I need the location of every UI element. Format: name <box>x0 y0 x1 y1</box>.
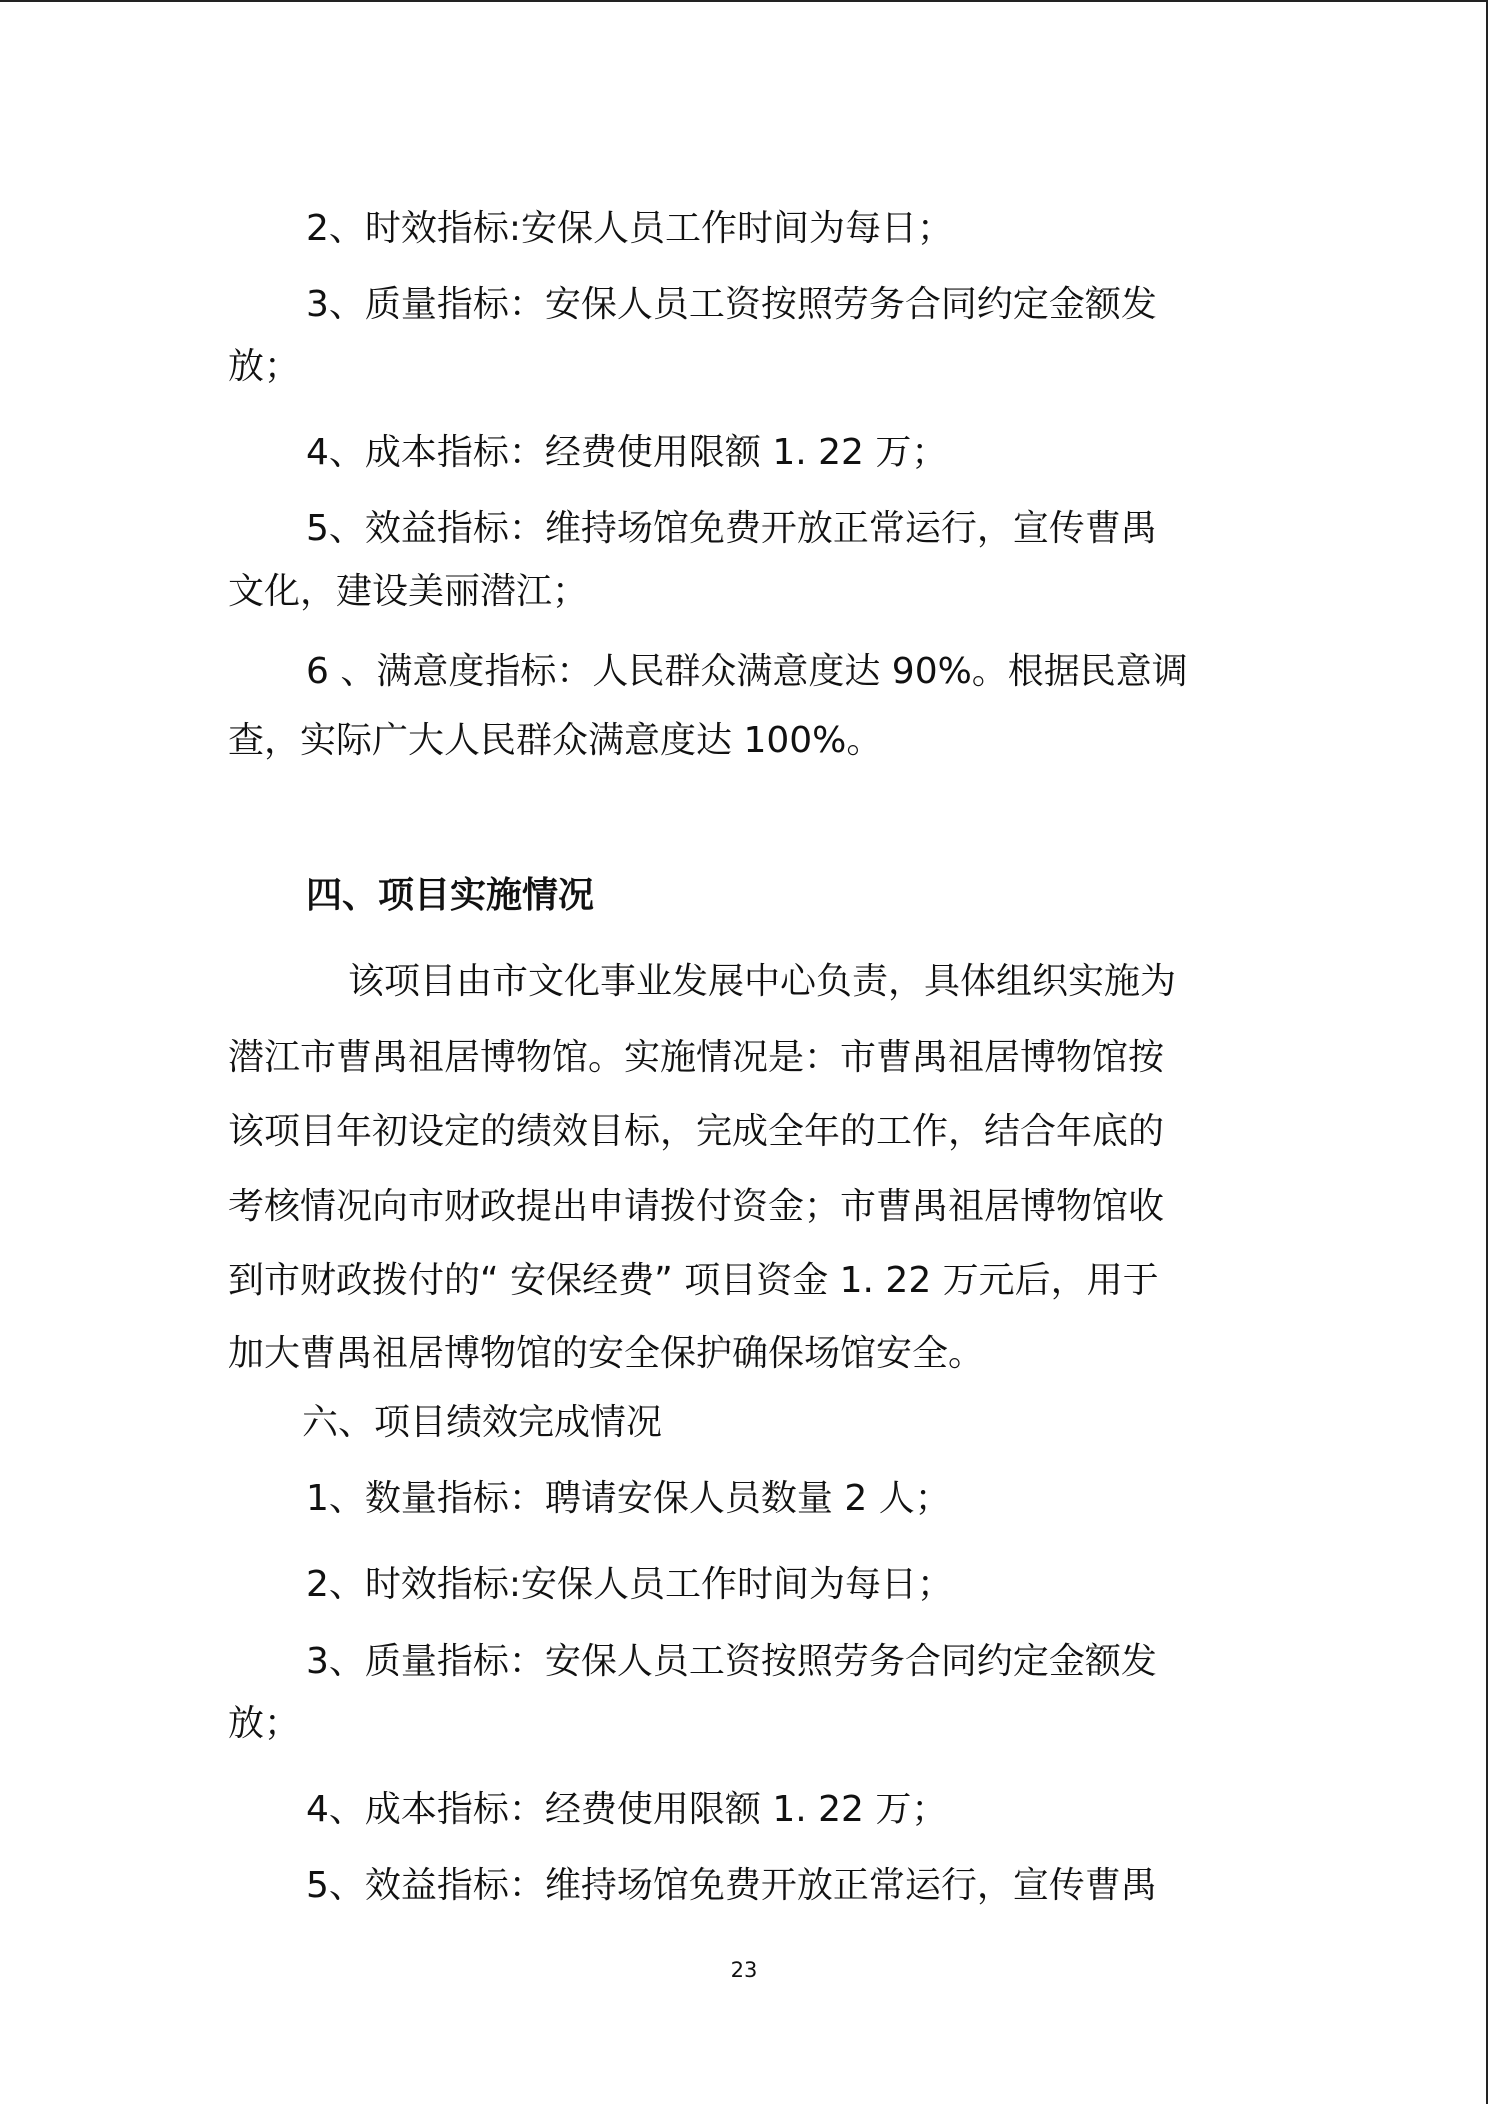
performance-cost: 4、成本指标：经费使用限额 1. 22 万； <box>306 1789 948 1830</box>
indicator-satisfaction: 6 、满意度指标：人民群众满意度达 90%。根据民意调 <box>306 651 1188 692</box>
implementation-paragraph-line: 到市财政拨付的“ 安保经费” 项目资金 1. 22 万元后，用于 <box>228 1260 1159 1301</box>
indicator-cost: 4、成本指标：经费使用限额 1. 22 万； <box>306 432 948 473</box>
performance-quality-cont: 放； <box>228 1703 301 1744</box>
section-four-heading: 四、项目实施情况 <box>306 875 595 916</box>
performance-benefit: 5、效益指标：维持场馆免费开放正常运行，宣传曹禺 <box>306 1865 1157 1906</box>
performance-timeliness: 2、时效指标:安保人员工作时间为每日； <box>306 1564 954 1605</box>
indicator-quality: 3、质量指标：安保人员工资按照劳务合同约定金额发 <box>306 284 1157 325</box>
indicator-benefit-cont: 文化，建设美丽潜江； <box>228 571 589 612</box>
implementation-paragraph-line: 该项目由市文化事业发展中心负责，具体组织实施为 <box>348 961 1177 1002</box>
implementation-paragraph-line: 潜江市曹禺祖居博物馆。实施情况是：市曹禺祖居博物馆按 <box>228 1037 1165 1078</box>
performance-quality: 3、质量指标：安保人员工资按照劳务合同约定金额发 <box>306 1641 1157 1682</box>
indicator-satisfaction-cont: 查，实际广大人民群众满意度达 100%。 <box>228 720 883 761</box>
implementation-paragraph-line: 该项目年初设定的绩效目标，完成全年的工作，结合年底的 <box>228 1111 1165 1152</box>
indicator-quality-cont: 放； <box>228 346 301 387</box>
page-number: 23 <box>730 1958 758 1982</box>
implementation-paragraph-line: 加大曹禺祖居博物馆的安全保护确保场馆安全。 <box>228 1333 985 1374</box>
indicator-benefit: 5、效益指标：维持场馆免费开放正常运行，宣传曹禺 <box>306 508 1157 549</box>
implementation-paragraph-line: 考核情况向市财政提出申请拨付资金；市曹禺祖居博物馆收 <box>228 1186 1165 1227</box>
section-six-heading: 六、项目绩效完成情况 <box>302 1402 663 1443</box>
page-top-border <box>0 0 1488 2</box>
performance-quantity: 1、数量指标：聘请安保人员数量 2 人； <box>306 1478 951 1519</box>
indicator-timeliness: 2、时效指标:安保人员工作时间为每日； <box>306 208 954 249</box>
